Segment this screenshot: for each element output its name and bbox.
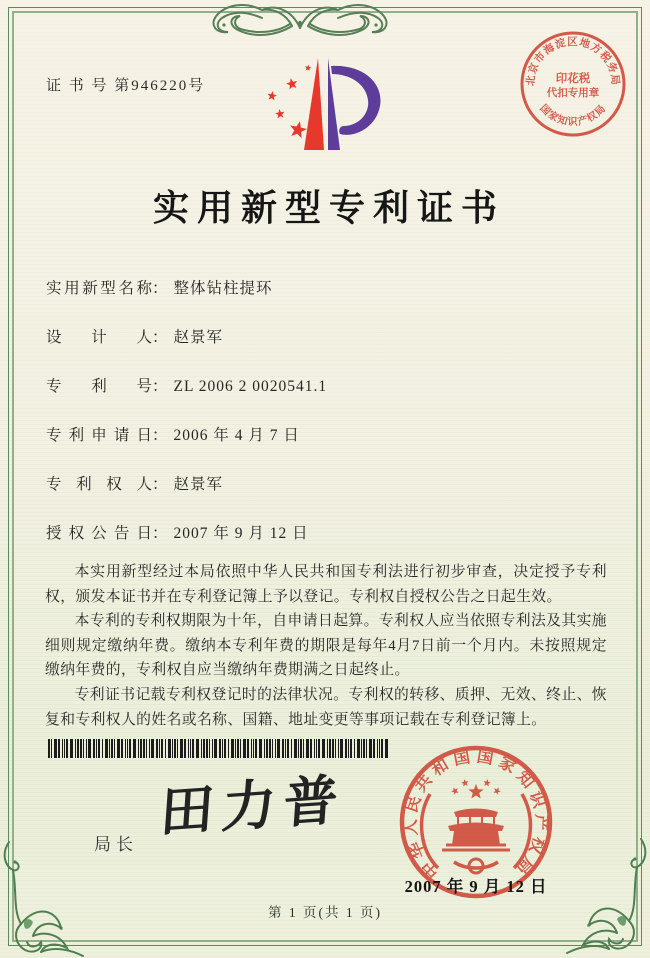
commissioner-signature: 田力普 [157,769,348,844]
field-label: 专利号 [46,378,152,395]
legal-paragraph-2: 本专利的专利权期限为十年，自申请日起算。专利权人应当依照专利法及其实施细则规定缴纳年费。缴纳本专利年费的期限是每年4月7日前一个月内。未按照规定缴纳年费的，专利权自应当缴纳年费期满之日起终止。 [45,613,607,679]
certificate-number: 证 书 号 第946220号 [46,78,206,94]
national-emblem-icon [422,779,531,873]
field-colon: ： [152,329,168,346]
field-label: 实用新型名称 [46,280,152,297]
tax-stamp-arc-bottom-text: 国家知识产权局 [537,102,609,129]
certificate-fields [46,276,327,543]
field-value: 赵景军 [173,476,224,493]
sipo-logo-icon [252,50,394,170]
bottom-left-corner-ornament-icon [3,840,87,958]
field-colon: ： [152,280,168,297]
legal-paragraph-3: 专利证书记载专利权登记时的法律状况。专利权的转移、质押、无效、终止、恢复和专利权人的姓名或名称、国籍、地址变更等事项记载在专利登记簿上。 [45,686,607,728]
field-value: 赵景军 [173,329,224,346]
svg-text:国家知识产权局 [537,101,608,128]
field-colon: ： [152,427,168,444]
barcode [48,739,390,758]
bottom-right-corner-ornament-icon [563,834,647,958]
field-value: 整体钻柱提环 [173,280,273,297]
field-row-grant-publication-date [46,521,327,543]
field-row-filing-date [46,423,327,445]
tax-stamp-center-line2: 代扣专用章 [546,88,600,99]
page-indicator: 第 1 页(共 1 页) [268,905,382,920]
field-value: 2007 年 9 月 12 日 [173,525,309,542]
field-colon: ： [152,476,168,493]
field-label: 设计人 [46,329,152,346]
field-row-patentee [46,472,327,494]
field-label: 专利权人 [46,476,152,493]
field-value: 2006 年 4 月 7 日 [173,427,300,444]
issue-date: 2007 年 9 月 12 日 [404,877,548,896]
field-row-designer [46,325,327,347]
field-value: ZL 2006 2 0020541.1 [173,378,328,395]
field-row-utility-model-name [46,276,327,298]
field-label: 授权公告日 [46,525,152,542]
tax-stamp-center-line1: 印花税 [555,73,591,85]
field-colon: ： [152,525,168,542]
field-label: 专利申请日 [46,427,152,444]
office-seal-ring-text: 中华人民共和国国家知识产权局 [400,746,552,882]
top-scroll-ornament-icon [184,0,416,40]
legal-paragraph-1: 本实用新型经过本局依照中华人民共和国专利法进行初步审查，决定授予专利权，颁发本证书并在专利登记簿上予以登记。专利权自授权公告之日起生效。 [45,564,607,605]
field-row-patent-number [46,374,327,396]
field-colon: ： [152,378,168,395]
tax-stamp-arc-top-text: 北京市海淀区地方税务局 [525,37,621,87]
legal-text-block [45,560,607,732]
tax-stamp-seal [517,28,629,140]
commissioner-role-label: 局长 [94,835,138,854]
certificate-title: 实用新型专利证书 [152,188,505,228]
